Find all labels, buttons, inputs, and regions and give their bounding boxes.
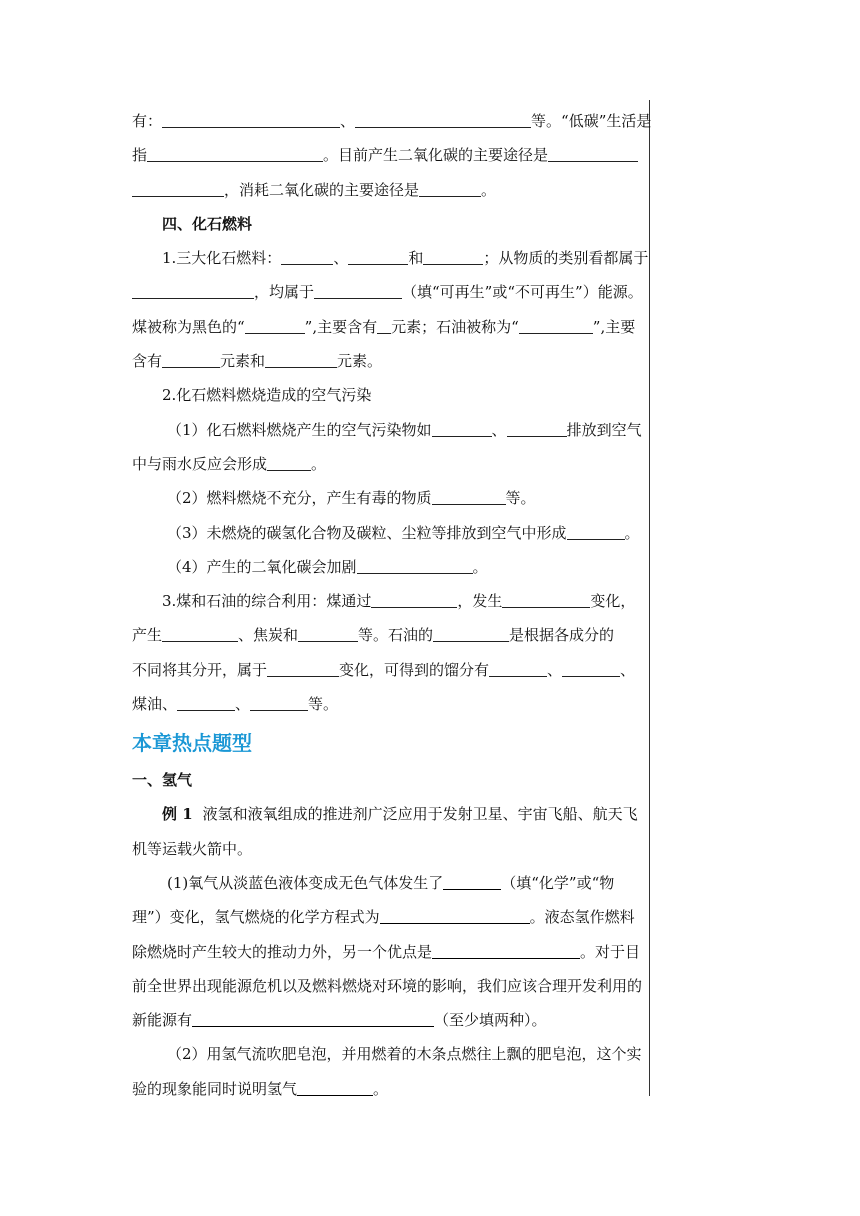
answer-blank[interactable]: [567, 524, 625, 540]
text-line: [132, 687, 642, 721]
answer-blank[interactable]: [489, 661, 547, 677]
text: 、: [340, 112, 356, 130]
answer-blank[interactable]: [371, 592, 457, 608]
text-line: [132, 653, 642, 687]
answer-blank[interactable]: [162, 352, 220, 368]
answer-blank[interactable]: [507, 421, 567, 437]
text-line: [132, 935, 642, 969]
text: 。: [481, 180, 497, 199]
text: 和: [408, 249, 424, 268]
text: ，消耗二氧化碳的主要途径是: [224, 180, 420, 199]
answer-blank[interactable]: [297, 1080, 373, 1096]
text: 。目前产生二氧化碳的主要途径是: [323, 146, 549, 165]
text: 等。: [308, 695, 339, 714]
subsection-heading: 四、化石燃料: [162, 214, 253, 233]
text: 等。: [505, 489, 536, 508]
text: 除燃烧时产生较大的推动力外，另一个优点是: [132, 942, 433, 961]
text-line: [132, 516, 642, 550]
text: 、: [547, 660, 563, 679]
answer-blank[interactable]: [267, 455, 311, 471]
answer-blank[interactable]: [355, 112, 531, 128]
text-line: [132, 310, 642, 344]
text-line: 2.化石燃料燃烧造成的空气污染: [162, 386, 372, 405]
text-line: [132, 584, 642, 618]
text: （至少填两种）。: [434, 1011, 547, 1030]
text-line: [132, 138, 642, 172]
text: 元素。: [337, 352, 383, 371]
text: 变化，可得到的馏分有: [339, 660, 490, 679]
text: 是根据各成分的: [509, 626, 615, 645]
worksheet-content: [132, 104, 652, 1106]
text-line: [132, 1003, 642, 1037]
answer-blank[interactable]: [265, 352, 337, 368]
text: 。: [472, 557, 488, 576]
text: 等。“低碳”生活是: [531, 112, 652, 130]
text: ；从物质的类别看都属于: [483, 249, 649, 268]
text: 验的现象能同时说明氢气: [132, 1079, 298, 1098]
text: 指: [132, 146, 148, 165]
text: 。对于目: [580, 942, 641, 961]
text: （3）未燃烧的碳氢化合物及碳粒、尘粒等排放到空气中形成: [167, 523, 567, 542]
answer-blank[interactable]: [250, 695, 308, 711]
answer-blank[interactable]: [192, 1011, 434, 1027]
example-label: 例 1: [162, 805, 193, 824]
text: （2）燃料燃烧不充分，产生有毒的物质: [167, 489, 432, 508]
text: 元素；石油被称为“: [391, 317, 519, 336]
text: 排放到空气: [566, 420, 642, 439]
answer-blank[interactable]: [267, 661, 339, 677]
text: 不同将其分开，属于: [132, 660, 268, 679]
text-line: （2）用氢气流吹肥皂泡，并用燃着的木条点燃往上飘的肥皂泡，这个实: [167, 1045, 642, 1064]
text-line: [132, 447, 642, 481]
answer-blank[interactable]: [162, 112, 340, 128]
text: （填“可再生”或“不可再生”）能源。: [402, 283, 643, 302]
answer-blank[interactable]: [443, 874, 501, 890]
text: 、: [333, 249, 349, 268]
text-line: [132, 241, 649, 275]
text: 。: [373, 1079, 389, 1098]
answer-blank[interactable]: [433, 626, 509, 642]
text: 、: [235, 695, 251, 714]
answer-blank[interactable]: [432, 421, 492, 437]
answer-blank[interactable]: [348, 249, 408, 265]
text-line: [132, 900, 642, 934]
subsection-heading: 一、氢气: [132, 771, 193, 790]
text: 煤油、: [132, 695, 178, 714]
text-line: [132, 481, 642, 515]
answer-blank[interactable]: [380, 908, 530, 924]
text-line: [132, 1072, 642, 1106]
answer-blank[interactable]: [502, 592, 590, 608]
text: 含有: [132, 352, 163, 371]
text: 液氢和液氧组成的推进剂广泛应用于发射卫星、宇宙飞船、航天飞: [202, 805, 638, 824]
text-line: [132, 866, 642, 900]
answer-blank[interactable]: [519, 318, 593, 334]
text-line: [132, 104, 652, 138]
text-line: [132, 173, 642, 207]
text: 、: [491, 420, 507, 439]
text-line: 前全世界出现能源危机以及燃料燃烧对环境的影响，我们应该合理开发利用的: [132, 976, 643, 995]
text: 有：: [132, 112, 163, 130]
answer-blank[interactable]: [162, 626, 238, 642]
answer-blank[interactable]: [548, 146, 638, 162]
answer-blank[interactable]: [432, 489, 506, 505]
text-line: [132, 344, 642, 378]
text: 元素和: [220, 352, 266, 371]
text: 煤被称为黑色的“: [132, 317, 245, 336]
text-line: [132, 618, 642, 652]
text: 。: [311, 454, 327, 473]
text: 产生: [132, 626, 163, 645]
text: (1)氧气从淡蓝色液体变成无色气体发生了: [167, 873, 444, 892]
answer-blank[interactable]: [357, 558, 473, 574]
text: 新能源有: [132, 1011, 193, 1030]
text: ，发生: [457, 592, 503, 611]
answer-blank[interactable]: [132, 181, 224, 197]
text-line: [132, 550, 642, 584]
answer-blank[interactable]: [377, 318, 391, 334]
answer-blank[interactable]: [314, 283, 402, 299]
answer-blank[interactable]: [432, 943, 580, 959]
text: 、: [620, 660, 636, 679]
text: 、焦炭和: [238, 626, 299, 645]
text: 理”）变化，氢气燃烧的化学方程式为: [132, 908, 380, 927]
example-paragraph: [132, 797, 642, 831]
text: 。: [624, 523, 640, 542]
text: 等。石油的: [358, 626, 434, 645]
text: 3.煤和石油的综合利用：煤通过: [162, 592, 372, 611]
answer-blank[interactable]: [177, 695, 235, 711]
text: 。液态氢作燃料: [529, 908, 635, 927]
text: ”,主要: [592, 317, 636, 336]
answer-blank[interactable]: [147, 146, 323, 162]
answer-blank[interactable]: [298, 626, 358, 642]
answer-blank[interactable]: [423, 249, 483, 265]
answer-blank[interactable]: [562, 661, 620, 677]
text-line: [132, 275, 642, 309]
margin-rule: [649, 100, 650, 1096]
text-line: 机等运载火箭中。: [132, 839, 253, 858]
text: 1.三大化石燃料：: [162, 249, 282, 268]
text-line: [132, 413, 642, 447]
answer-blank[interactable]: [132, 283, 254, 299]
text: 变化，: [590, 592, 636, 611]
text: 中与雨水反应会形成: [132, 454, 268, 473]
text: ，均属于: [254, 283, 315, 302]
answer-blank[interactable]: [419, 181, 481, 197]
answer-blank[interactable]: [245, 318, 305, 334]
section-title: 本章热点题型: [132, 731, 252, 756]
text: （1）化石燃料燃烧产生的空气污染物如: [167, 420, 432, 439]
text: ”,主要含有: [304, 317, 378, 336]
text: （4）产生的二氧化碳会加剧: [167, 557, 357, 576]
answer-blank[interactable]: [281, 249, 333, 265]
text: （填“化学”或“物: [501, 873, 615, 892]
